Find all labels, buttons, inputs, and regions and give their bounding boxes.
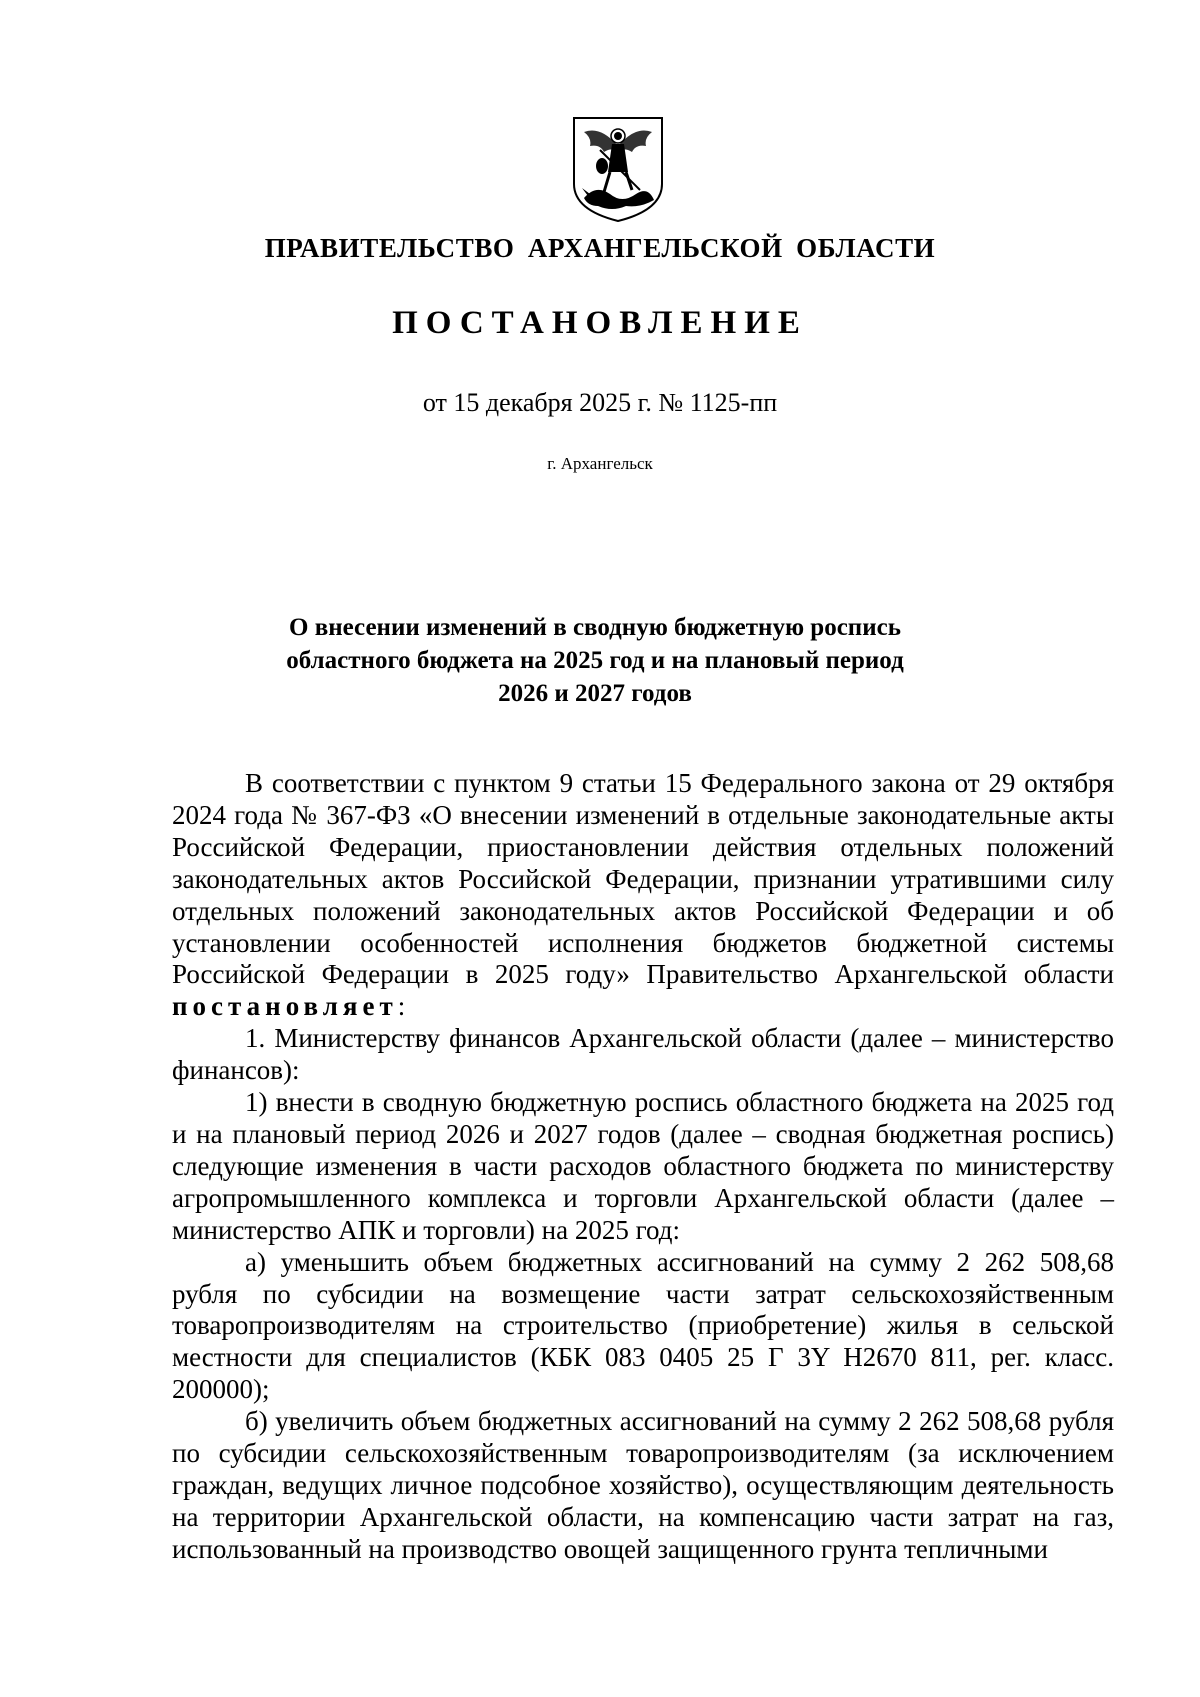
preamble-colon: : xyxy=(397,991,406,1022)
document-type: ПОСТАНОВЛЕНИЕ xyxy=(392,305,808,341)
preamble-text: В соответствии с пунктом 9 статьи 15 Федерального закона от 29 октября 2024 года № 367-ФЗ «О внесении изменений в отдельные законодательные акты Российской Федерации, приостановлении действия отдельных положений законодательных актов Российской Федерации, признании утратившими силу отдельных положений законодательных актов Российской Федерации и об установлении особенностей исполнения бюджетов бюджетной системы Российской Федерации в 2025 году» Правительство Архангельской области xyxy=(172,768,1114,990)
document-title xyxy=(200,611,990,710)
title-line: О внесении изменений в сводную бюджетную роспись xyxy=(289,614,901,641)
resolves-word: постановляет xyxy=(172,991,398,1022)
document-body xyxy=(172,768,1114,1566)
subclause-1-paragraph: 1) внести в сводную бюджетную роспись областного бюджета на 2025 год и на плановый период 2026 и 2027 годов (далее – сводная бюджетная роспись) следующие изменения в части расходов областного бюджета по министерству агропромышленного комплекса и торговли Архангельской области (далее – министерство АПК и торговли) на 2025 год: xyxy=(172,1087,1114,1245)
title-line: 2026 и 2027 годов xyxy=(498,680,692,707)
clause-1-paragraph: 1. Министерству финансов Архангельской области (далее – министерство финансов): xyxy=(172,1023,1114,1086)
title-line: областного бюджета на 2025 год и на плановый период xyxy=(286,647,904,674)
item-b-paragraph: б) увеличить объем бюджетных ассигнований на сумму 2 262 508,68 рубля по субсидии сельскохозяйственным товаропроизводителям (за исключением граждан, ведущих личное подсобное хозяйство), осуществляющим деятельность на территории Архангельской области, на компенсацию части затрат на газ, использованный на производство овощей защищенного грунта тепличными xyxy=(172,1406,1114,1564)
coat-of-arms-icon xyxy=(570,114,666,224)
item-a-paragraph: а) уменьшить объем бюджетных ассигнований на сумму 2 262 508,68 рубля по субсидии на возмещение части затрат сельскохозяйственным товаропроизводителям на строительство (приобретение) жилья в сельской местности для специалистов (КБК 083 0405 25 Г 3Y H2670 811, рег. класс. 200000); xyxy=(172,1246,1114,1405)
preamble-paragraph xyxy=(172,768,1114,1023)
organization-name: ПРАВИТЕЛЬСТВО АРХАНГЕЛЬСКОЙ ОБЛАСТИ xyxy=(264,233,936,263)
city: г. Архангельск xyxy=(547,454,653,473)
date-and-number: от 15 декабря 2025 г. № 1125-пп xyxy=(422,388,778,417)
